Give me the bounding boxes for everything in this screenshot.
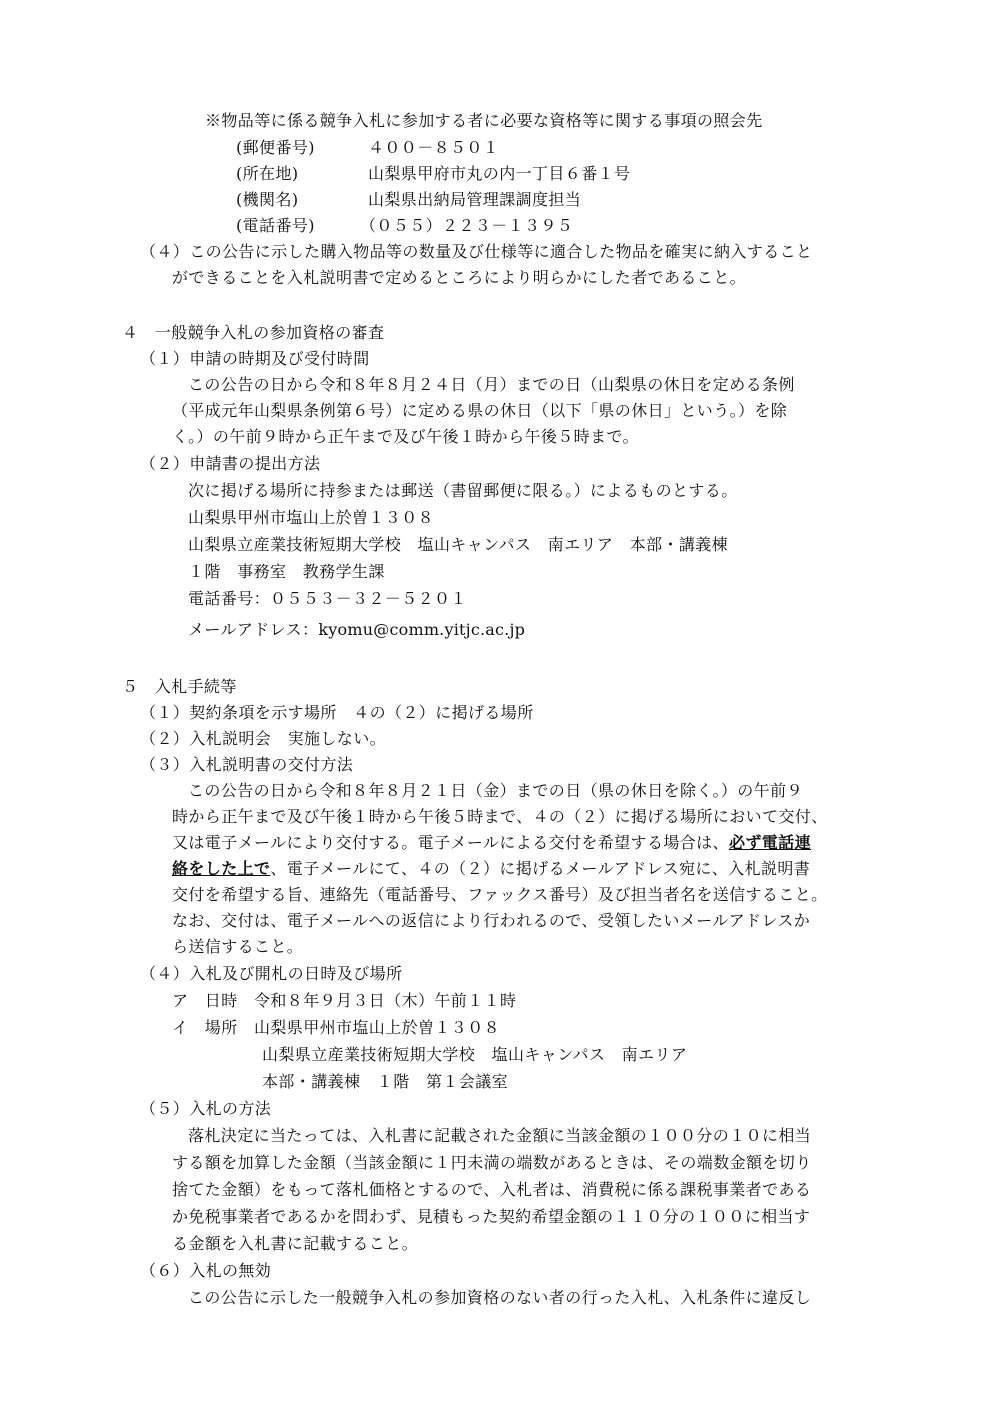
section5-sub5-line2: する額を加算した金額（当該金額に１円未満の端数があるときは、その端数金額を切り (172, 1153, 812, 1172)
emphasis-phone-first: 必ず電話連 (728, 833, 811, 852)
section4-sub2-line3: 山梨県立産業技術短期大学校 塩山キャンパス 南エリア 本部・講義棟 (188, 535, 729, 554)
section4-heading: ４ 一般競争入札の参加資格の審査 (122, 323, 385, 342)
section4-sub2-line4: １階 事務室 教務学生課 (188, 562, 385, 581)
section5-sub5-line3: 捨てた金額）をもって落札価格とするので、入札者は、消費税に係る課税事業者である (172, 1180, 812, 1199)
org-value: 山梨県出納局管理課調度担当 (368, 190, 582, 209)
section4-sub1-line1: この公告の日から令和８年８月２４日（月）までの日（山梨県の休日を定める条例 (188, 375, 795, 394)
section5-sub3-line4 (172, 858, 810, 880)
section5-heading: ５ 入札手続等 (122, 677, 237, 696)
section5-sub4-place: イ 場所 山梨県甲州市塩山上於曽１３０８ (172, 1018, 501, 1037)
section5-sub4-date: ア 日時 令和８年９月３日（木）午前１１時 (172, 991, 517, 1010)
postal-label: (郵便番号) (236, 138, 315, 157)
address-value: 山梨県甲府市丸の内一丁目６番１号 (368, 164, 631, 183)
section5-sub3-line7: ら送信すること。 (172, 937, 304, 956)
section4-sub2-line5: 電話番号：０５５３－３２－５２０１ (188, 589, 467, 608)
inquiry-title: ※物品等に係る競争入札に参加する者に必要な資格等に関する事項の照会先 (205, 111, 763, 130)
item4-line2: ができることを入札説明書で定めるところにより明らかにした者であること。 (172, 268, 747, 287)
section4-sub2: （２）申請書の提出方法 (140, 454, 321, 473)
section5-sub5: （５）入札の方法 (140, 1099, 272, 1118)
section5-sub2: （２）入札説明会 実施しない。 (140, 729, 387, 748)
section5-sub3: （３）入札説明書の交付方法 (140, 755, 354, 774)
section4-sub2-line2: 山梨県甲州市塩山上於曽１３０８ (188, 508, 435, 527)
mail-address: kyomu@comm.yitjc.ac.jp (318, 620, 526, 639)
section4-sub1-line2: （平成元年山梨県条例第６号）に定める県の休日（以下「県の休日」という。）を除 (172, 401, 788, 420)
section4-sub2-line1: 次に掲げる場所に持参または郵送（書留郵便に限る。）によるものとする。 (188, 481, 738, 500)
item4-line1: （４）この公告に示した購入物品等の数量及び仕様等に適合した物品を確実に納入すること (140, 242, 813, 261)
postal-value: ４００－８５０１ (368, 138, 500, 157)
section5-sub5-line4: か免税事業者であるかを問わず、見積もった契約希望金額の１１０分の１００に相当す (172, 1207, 811, 1226)
org-label: (機関名) (236, 190, 299, 209)
section4-mail-line (188, 619, 525, 641)
section5-sub5-line1: 落札決定に当たっては、入札書に記載された金額に当該金額の１００分の１０に相当 (188, 1126, 812, 1145)
address-label: (所在地) (236, 164, 299, 183)
section5-sub4-place3: 本部・講義棟 １階 第１会議室 (262, 1072, 509, 1091)
section4-sub1-line3: く。）の午前９時から正午まで及び午後１時から午後５時まで。 (172, 427, 639, 446)
sub3-line3-text: 又は電子メールにより交付する。電子メールによる交付を希望する場合は、 (172, 833, 729, 852)
section5-sub4-place2: 山梨県立産業技術短期大学校 塩山キャンパス 南エリア (262, 1045, 688, 1064)
section5-sub3-line5: 交付を希望する旨、連絡先（電話番号、ファックス番号）及び担当者名を送信すること。 (172, 885, 828, 904)
section5-sub5-line5: る金額を入札書に記載すること。 (172, 1234, 419, 1253)
section5-sub1: （１）契約条項を示す場所 ４の（２）に掲げる場所 (140, 703, 534, 722)
section5-sub3-line6: なお、交付は、電子メールへの返信により行われるので、受領したいメールアドレスか (172, 911, 811, 930)
section5-sub3-line3 (172, 832, 811, 854)
section5-sub3-line2: 時から正午まで及び午後１時から午後５時まで、４の（２）に掲げる場所において交付、 (172, 807, 828, 826)
section4-sub1: （１）申請の時期及び受付時間 (140, 349, 370, 368)
emphasis-after-call: 絡をした上で (172, 859, 271, 878)
section5-sub4: （４）入札及び開札の日時及び場所 (140, 964, 403, 983)
sub3-line4-text: 、電子メールにて、４の（２）に掲げるメールアドレス宛に、入札説明書 (270, 859, 811, 878)
phone-label: (電話番号) (236, 216, 315, 235)
mail-label: メールアドレス： (188, 620, 319, 639)
section5-sub3-line1: この公告の日から令和８年８月２１日（金）までの日（県の休日を除く。）の午前９ (188, 781, 803, 800)
section5-sub6: （６）入札の無効 (140, 1261, 272, 1280)
section5-sub6-line1: この公告に示した一般競争入札の参加資格のない者の行った入札、入札条件に違反し (188, 1288, 812, 1307)
phone-value: （０５５）２２３－１３９５ (360, 216, 574, 235)
